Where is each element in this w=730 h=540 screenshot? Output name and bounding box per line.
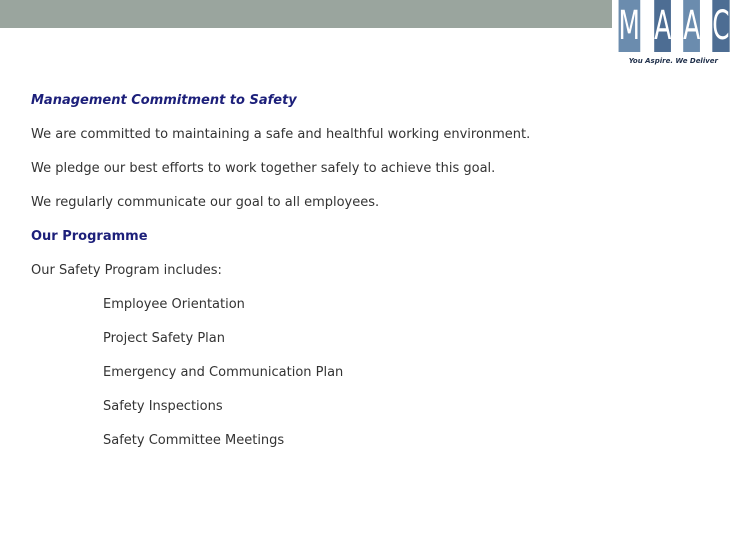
- commitment-line: We regularly communicate our goal to all employees.: [31, 195, 380, 210]
- commitment-line: We are committed to maintaining a safe and healthful working environment.: [31, 127, 531, 142]
- programme-intro: Our Safety Program includes:: [31, 263, 222, 278]
- programme-item: Project Safety Plan: [103, 331, 225, 346]
- programme-item: Emergency and Communication Plan: [103, 365, 344, 380]
- logo-letter: M: [619, 0, 640, 52]
- top-bar: [0, 0, 612, 28]
- programme-item: Employee Orientation: [103, 297, 245, 312]
- programme-heading: Our Programme: [31, 229, 148, 244]
- commitment-line: We pledge our best efforts to work together safely to achieve this goal.: [31, 161, 496, 176]
- logo-tagline: You Aspire. We Deliver: [628, 57, 718, 65]
- logo-letter: A: [683, 0, 700, 52]
- logo-letter: C: [713, 0, 730, 52]
- logo-letter: A: [654, 0, 671, 52]
- document-body: [31, 92, 691, 466]
- commitment-heading: Management Commitment to Safety: [31, 93, 297, 108]
- logo-letters: [612, 0, 730, 52]
- programme-item: Safety Committee Meetings: [103, 433, 285, 448]
- company-logo: [612, 0, 730, 70]
- programme-item: Safety Inspections: [103, 399, 223, 414]
